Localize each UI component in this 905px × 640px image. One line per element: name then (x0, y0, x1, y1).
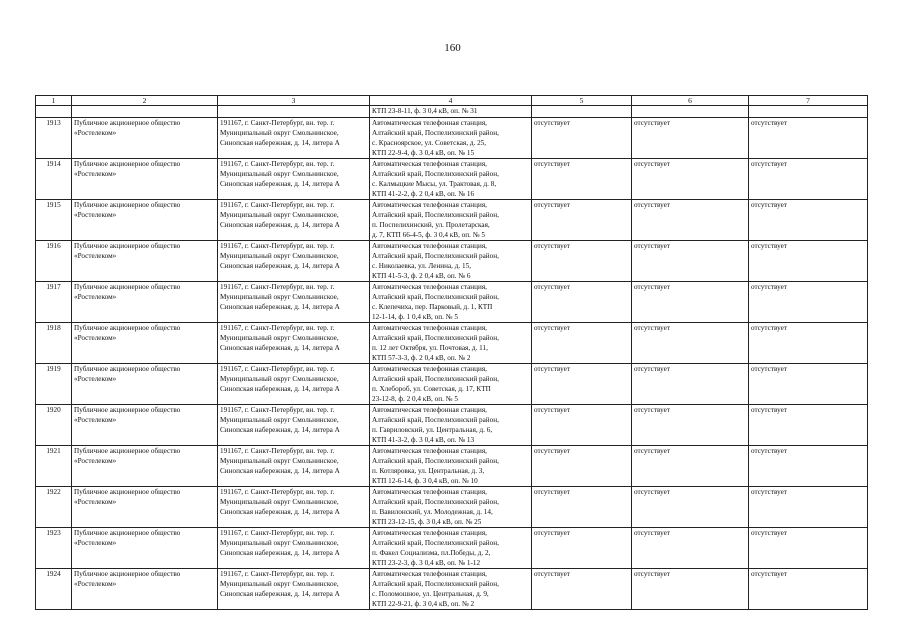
table-row (36, 364, 868, 405)
object-address-cell: Автоматическая телефонная станция, Алтайский край, Поспелихинский район, п. Гавриловский, ул. Центральная, д. 6, КТП 41-3-2, ф. 3 0,4 кВ, оп. № 13 (370, 405, 532, 446)
column-5-cell: отсутствует (532, 364, 632, 405)
object-address-cell: Автоматическая телефонная станция, Алтайский край, Поспелихинский район, с. Клепечиха, пер. Парковый, д. 1, КТП 12-1-14, ф. 1 0,4 кВ, оп. № 5 (370, 282, 532, 323)
column-6-cell: отсутствует (632, 405, 749, 446)
column-6-cell: отсутствует (632, 446, 749, 487)
column-5-cell: отсутствует (532, 159, 632, 200)
column-7-cell: отсутствует (749, 405, 868, 446)
table-row (36, 159, 868, 200)
object-address-cell: Автоматическая телефонная станция, Алтайский край, Поспелихинский район, с. Поломошное, ул. Центральная, д. 9, КТП 22-9-21, ф. 3 0,4 кВ, оп. № 2 (370, 569, 532, 610)
object-address-cell: Автоматическая телефонная станция, Алтайский край, Поспелихинский район, п. 12 лет Октября, ул. Почтовая, д. 11, КТП 57-3-3, ф. 2 0,4 кВ, оп. № 2 (370, 323, 532, 364)
column-7-cell: отсутствует (749, 487, 868, 528)
column-7-cell: отсутствует (749, 200, 868, 241)
row-number-cell: 1924 (36, 569, 72, 610)
row-number-cell: 1922 (36, 487, 72, 528)
column-6-cell: отсутствует (632, 159, 749, 200)
column-6-cell: отсутствует (632, 323, 749, 364)
row-number-cell: 1917 (36, 282, 72, 323)
row-number-cell: 1915 (36, 200, 72, 241)
column-5-cell: отсутствует (532, 323, 632, 364)
empty-cell (72, 106, 218, 118)
owner-name-cell: Публичное акционерное общество «Ростелеком» (72, 159, 218, 200)
owner-name-cell: Публичное акционерное общество «Ростелеком» (72, 569, 218, 610)
owner-name-cell: Публичное акционерное общество «Ростелеком» (72, 364, 218, 405)
registry-table (35, 95, 868, 610)
owner-address-cell: 191167, г. Санкт-Петербург, вн. тер. г. Муниципальный округ Смольнинское, Синопская набережная, д. 14, литера А (218, 282, 370, 323)
owner-address-cell: 191167, г. Санкт-Петербург, вн. тер. г. Муниципальный округ Смольнинское, Синопская набережная, д. 14, литера А (218, 405, 370, 446)
column-7-cell: отсутствует (749, 282, 868, 323)
empty-cell (36, 106, 72, 118)
owner-name-cell: Публичное акционерное общество «Ростелеком» (72, 241, 218, 282)
row-number-cell: 1921 (36, 446, 72, 487)
object-address-cell: Автоматическая телефонная станция, Алтайский край, Поспелихинский район, п. Хлебороб, ул. Советская, д. 17, КТП 23-12-8, ф. 2 0,4 кВ, оп. № 5 (370, 364, 532, 405)
column-number: 1 (36, 96, 72, 106)
row-number-cell: 1923 (36, 528, 72, 569)
column-5-cell: отсутствует (532, 241, 632, 282)
empty-cell (632, 106, 749, 118)
empty-cell (749, 106, 868, 118)
column-6-cell: отсутствует (632, 118, 749, 159)
column-number: 3 (218, 96, 370, 106)
table-row (36, 487, 868, 528)
column-number: 7 (749, 96, 868, 106)
object-address-cell: Автоматическая телефонная станция, Алтайский край, Поспелихинский район, п. Поспелихинский, ул. Пролетарская, д. 7, КТП 66-4-5, ф. 3 0,4 кВ, оп. № 5 (370, 200, 532, 241)
table-row (36, 323, 868, 364)
object-address-cell: КТП 23-8-11, ф. 3 0,4 кВ, оп. № 31 (370, 106, 532, 118)
table-row (36, 446, 868, 487)
column-7-cell: отсутствует (749, 159, 868, 200)
owner-address-cell: 191167, г. Санкт-Петербург, вн. тер. г. Муниципальный округ Смольнинское, Синопская набережная, д. 14, литера А (218, 159, 370, 200)
object-address-cell: Автоматическая телефонная станция, Алтайский край, Поспелихинский район, п. Котляровка, ул. Центральная, д. 3, КТП 12-6-14, ф. 3 0,4 кВ, оп. № 10 (370, 446, 532, 487)
column-5-cell: отсутствует (532, 405, 632, 446)
table-row (36, 569, 868, 610)
owner-address-cell: 191167, г. Санкт-Петербург, вн. тер. г. Муниципальный округ Смольнинское, Синопская набережная, д. 14, литера А (218, 446, 370, 487)
column-7-cell: отсутствует (749, 528, 868, 569)
table-row (36, 405, 868, 446)
owner-name-cell: Публичное акционерное общество «Ростелеком» (72, 282, 218, 323)
column-5-cell: отсутствует (532, 200, 632, 241)
owner-address-cell: 191167, г. Санкт-Петербург, вн. тер. г. Муниципальный округ Смольнинское, Синопская набережная, д. 14, литера А (218, 323, 370, 364)
column-5-cell: отсутствует (532, 487, 632, 528)
row-number-cell: 1919 (36, 364, 72, 405)
column-number: 6 (632, 96, 749, 106)
owner-name-cell: Публичное акционерное общество «Ростелеком» (72, 200, 218, 241)
column-number-row (36, 96, 868, 106)
empty-cell (218, 106, 370, 118)
owner-name-cell: Публичное акционерное общество «Ростелеком» (72, 118, 218, 159)
column-7-cell: отсутствует (749, 118, 868, 159)
row-number-cell: 1914 (36, 159, 72, 200)
owner-address-cell: 191167, г. Санкт-Петербург, вн. тер. г. Муниципальный округ Смольнинское, Синопская набережная, д. 14, литера А (218, 487, 370, 528)
column-6-cell: отсутствует (632, 569, 749, 610)
owner-address-cell: 191167, г. Санкт-Петербург, вн. тер. г. Муниципальный округ Смольнинское, Синопская набережная, д. 14, литера А (218, 118, 370, 159)
row-number-cell: 1916 (36, 241, 72, 282)
owner-address-cell: 191167, г. Санкт-Петербург, вн. тер. г. Муниципальный округ Смольнинское, Синопская набережная, д. 14, литера А (218, 569, 370, 610)
owner-name-cell: Публичное акционерное общество «Ростелеком» (72, 528, 218, 569)
column-7-cell: отсутствует (749, 241, 868, 282)
table-row (36, 118, 868, 159)
owner-address-cell: 191167, г. Санкт-Петербург, вн. тер. г. Муниципальный округ Смольнинское, Синопская набережная, д. 14, литера А (218, 528, 370, 569)
object-address-cell: Автоматическая телефонная станция, Алтайский край, Поспелихинский район, с. Калмыцкие Мысы, ул. Трактовая, д. 8, КТП 41-2-2, ф. 2 0,4 кВ, оп. № 16 (370, 159, 532, 200)
continuation-row (36, 106, 868, 118)
column-7-cell: отсутствует (749, 446, 868, 487)
row-number-cell: 1920 (36, 405, 72, 446)
object-address-cell: Автоматическая телефонная станция, Алтайский край, Поспелихинский район, п. Вавилонский, ул. Молодежная, д. 14, КТП 23-12-15, ф. 3 0,4 кВ, оп. № 25 (370, 487, 532, 528)
column-number: 4 (370, 96, 532, 106)
owner-name-cell: Публичное акционерное общество «Ростелеком» (72, 446, 218, 487)
column-5-cell: отсутствует (532, 528, 632, 569)
column-7-cell: отсутствует (749, 364, 868, 405)
table-row (36, 241, 868, 282)
row-number-cell: 1913 (36, 118, 72, 159)
column-6-cell: отсутствует (632, 282, 749, 323)
object-address-cell: Автоматическая телефонная станция, Алтайский край, Поспелихинский район, п. Факел Социализма, пл.Победы, д. 2, КТП 23-2-3, ф. 3 0,4 кВ, оп. № 1-12 (370, 528, 532, 569)
object-address-cell: Автоматическая телефонная станция, Алтайский край, Поспелихинский район, с. Николаевка, ул. Ленина, д. 15, КТП 41-5-3, ф. 2 0,4 кВ, оп. № 6 (370, 241, 532, 282)
column-number: 5 (532, 96, 632, 106)
empty-cell (532, 106, 632, 118)
row-number-cell: 1918 (36, 323, 72, 364)
owner-address-cell: 191167, г. Санкт-Петербург, вн. тер. г. Муниципальный округ Смольнинское, Синопская набережная, д. 14, литера А (218, 364, 370, 405)
owner-address-cell: 191167, г. Санкт-Петербург, вн. тер. г. Муниципальный округ Смольнинское, Синопская набережная, д. 14, литера А (218, 200, 370, 241)
column-6-cell: отсутствует (632, 528, 749, 569)
owner-name-cell: Публичное акционерное общество «Ростелеком» (72, 323, 218, 364)
table-row (36, 282, 868, 323)
column-6-cell: отсутствует (632, 241, 749, 282)
column-7-cell: отсутствует (749, 323, 868, 364)
owner-address-cell: 191167, г. Санкт-Петербург, вн. тер. г. Муниципальный округ Смольнинское, Синопская набережная, д. 14, литера А (218, 241, 370, 282)
table-row (36, 200, 868, 241)
object-address-cell: Автоматическая телефонная станция, Алтайский край, Поспелихинский район, с. Красноярское, ул. Советская, д. 25, КТП 22-9-4, ф. 3 0,4 кВ, оп. № 15 (370, 118, 532, 159)
column-7-cell: отсутствует (749, 569, 868, 610)
column-6-cell: отсутствует (632, 487, 749, 528)
column-5-cell: отсутствует (532, 118, 632, 159)
page-number: 160 (444, 42, 461, 54)
table-row (36, 528, 868, 569)
column-number: 2 (72, 96, 218, 106)
column-5-cell: отсутствует (532, 569, 632, 610)
column-6-cell: отсутствует (632, 200, 749, 241)
column-5-cell: отсутствует (532, 446, 632, 487)
owner-name-cell: Публичное акционерное общество «Ростелеком» (72, 405, 218, 446)
owner-name-cell: Публичное акционерное общество «Ростелеком» (72, 487, 218, 528)
column-5-cell: отсутствует (532, 282, 632, 323)
registry-table-body (36, 96, 868, 610)
column-6-cell: отсутствует (632, 364, 749, 405)
